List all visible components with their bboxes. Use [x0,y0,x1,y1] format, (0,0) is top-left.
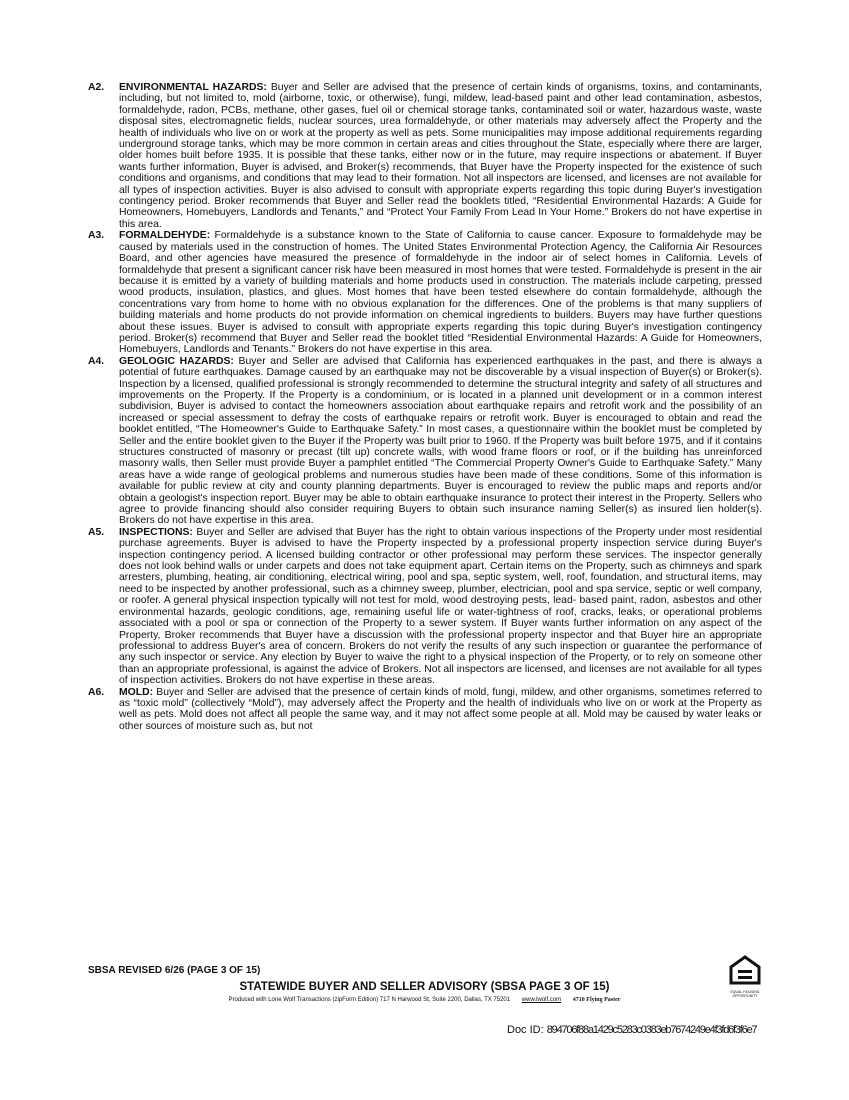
lwolf-link[interactable]: www.lwolf.com [521,997,562,1003]
section-number: A6. [88,686,105,698]
doc-id-label: Doc ID: [507,1024,544,1036]
section-body [119,230,762,355]
revision-label: SBSA REVISED 6/26 (PAGE 3 OF 15) [88,965,261,976]
section-text: Buyer and Seller are advised that the presence of certain kinds of organisms, toxins, and contaminants, including, but not limited to, mold (airborne, toxic, or otherwise), fungi, mildew, lead-based paint and other lead contamination, asbestos, formaldehyde, radon, PCBs, methane, other gases, fuel oil or chemical storage tanks, contaminated soil or water, hazardous waste, waste disposal sites, electromagnetic fields, nuclear sources, urea formaldehyde, or other materials may adversely affect the Property and the health of individuals who live on or work at the property as well as pets. Some municipalities may impose additional requirements regarding underground storage tanks, which may be more common in certain areas and cities throughout the State, especially where there are larger, older homes built before 1935. It is possible that these tanks, either now or in the future, may require inspections or abatement. If Buyer wants further information, Buyer is advised, and Broker(s) recommends, that Buyer have the Property inspected for the existence of such conditions and organisms, and conditions that may lead to their formation. Not all inspectors are licensed, and licenses are not available for all types of inspection activities. Buyer is also advised to consult with appropriate experts regarding this topic during Buyer's investigation contingency period. Broker recommends that Buyer and Seller read the booklets titled, “Residential Environmental Hazards: A Guide for Homeowners, Homebuyers, Landlords and Tenants,” and “Protect Your Family From Lead In Your Home.” Brokers do not have expertise in this area. [119,82,763,230]
equal-housing-caption: EQUAL HOUSING OPPORTUNITY [730,990,760,998]
section-body [119,687,762,733]
section-text: Buyer and Seller are advised that Buyer has the right to obtain various inspections of the Property under most residential purchase agreements. Buyer is advised to have the Property inspected by a professional property inspection service during Buyer's inspection contingency period. A licensed building contractor or other professional may perform these services. The inspector generally does not look behind walls or under carpets and does not take equipment apart. Certain items on the Property, such as chimneys and spark arresters, plumbing, heating, air conditioning, electrical wiring, pool and spa, septic system, well, roof, foundation, and structural items, may need to be inspected by another professional, such as a chimney sweep, plumber, electrician, pool and spa service, septic or well company, or roofer. A general physical inspection typically will not test for mold, wood destroying pests, lead- based paint, radon, asbestos and other environmental hazards, geologic conditions, age, remaining useful life or water-tightness of roof, cracks, leaks, or operational problems associated with a pool or spa or connection of the Property to a sewer system. If Buyer wants further information on any aspect of the Property, Broker recommends that Buyer have a discussion with the professional property inspector and that Buyer hire an appropriate professional to address Buyer's area of concern. Brokers do not verify the results of any such inspection or guarantee the performance of any such inspector or service. Any election by Buyer to waive the right to a physical inspection of the Property, or to rely on someone other than an appropriate professional, is against the advice of Brokers. Not all inspectors are licensed, and licenses are not available for all types of inspection activities. Brokers do not have expertise in these areas. [119,526,763,687]
form-title: STATEWIDE BUYER AND SELLER ADVISORY (SBSA PAGE 3 OF 15) [239,981,610,993]
section-title: FORMALDEHYDE: [119,230,211,242]
section-text: Buyer and Seller are advised that the presence of certain kinds of mold, fungi, mildew, and other organisms, sometimes referred to as “toxic mold” (collectively “Mold”), may adversely affect the Property and the health of individuals who live on or work at the Property as well as pets. Mold does not affect all people the same way, and it may not affect some people at all. Mold may be caused by water leaks or other sources of moisture such as, but not [119,686,762,732]
section-number: A2. [88,82,105,93]
section-a4 [88,356,762,527]
section-title: GEOLOGIC HAZARDS: [119,355,234,367]
section-a6 [88,687,762,733]
section-body [119,82,762,230]
section-title: INSPECTIONS: [119,526,193,538]
section-body [119,356,762,527]
doc-id [507,1024,756,1036]
document-body [88,82,762,732]
section-text: Formaldehyde is a substance known to the State of California to cause cancer. Exposure to formaldehyde may be caused by materials used in the construction of homes. The United States Environmental Protection Agency, the California Air Resources Board, and other agencies have measured the presence of formaldehyde in the indoor air of select homes in California. Levels of formaldehyde that present a significant cancer risk have been measured in most homes that were tested. Formaldehyde is present in the air because it is emitted by a variety of building materials and home products used in construction. The materials include carpeting, pressed wood products, insulation, plastics, and glues. Most homes that have been tested elsewhere do contain formaldehyde, although the concentrations vary from home to home with no obvious explanation for the differences. One of the problems is that many suppliers of building materials and home products do not provide information on chemical ingredients to builders. Buyers may have further questions about these issues. Buyer is advised to consult with appropriate experts regarding this topic during Buyer's investigation contingency period. Broker(s) recommend that Buyer and Seller read the booklet titled “Residential Environmental Hazards: A Guide for Homeowners, Homebuyers, Landlords and Tenants.” Brokers do not have expertise in this area. [119,230,762,356]
produced-with-line [0,997,849,1003]
produced-text: Produced with Lone Wolf Transactions (zipForm Edition) 717 N Harwood St, Suite 2200, Dallas, TX 75201 [228,997,511,1003]
section-text: Buyer and Seller are advised that California has experienced earthquakes in the past, and there is always a potential of future earthquakes. Damage caused by an earthquake may not be discoverable by a visual inspection of Buyer(s) or Broker(s). Inspection by a licensed, qualified professional is strongly recommended to determine the structural integrity and safety of all structures and improvements on the Property. If the Property is a condominium, or is located in a planned unit development or in a common interest subdivision, Buyer is advised to contact the homeowners association about earthquake repairs and retrofit work and the possibility of an increased or special assessment to defray the costs of earthquake repairs or retrofit work. Buyer is encouraged to obtain and read the booklet entitled, “The Homeowner's Guide to Earthquake Safety.” In most cases, a questionnaire within the booklet must be completed by Seller and the entire booklet given to the Buyer if the Property was built prior to 1960. If the Property was built before 1975, and if it contains structures constructed of masonry or precast (tilt up) concrete walls, with wood frame floors or roof, or if the building has unreinforced masonry walls, then Seller must provide Buyer a pamphlet entitled “The Commercial Property Owner's Guide to Earthquake Safety.” Many areas have a wide range of geological problems and numerous studies have been made of these conditions. Some of this information is available for public review at city and county planning departments. Buyer is encouraged to review the public maps and reports and/or obtain a geologist's inspection report. Buyer may be able to obtain earthquake insurance to protect their interest in the Property. Sellers who agree to provide financing should also consider requiring Buyers to obtain such insurance naming Seller(s) as insured lien holder(s). Brokers do not have expertise in this area. [119,355,763,527]
section-number: A3. [88,230,105,242]
section-title: ENVIRONMENTAL HAZARDS: [119,82,267,93]
section-body [119,527,762,687]
section-number: A4. [88,355,105,367]
section-a3 [88,230,762,355]
section-a5 [88,527,762,687]
section-a2 [88,82,762,230]
section-number: A5. [88,526,105,538]
doc-id-value: 894706f88a1429c5283c0383eb7674249e4f3fd6f3f6e7 [546,1024,757,1036]
property-address: 4710 Flying Paster [572,997,621,1003]
section-title: MOLD: [119,686,154,698]
